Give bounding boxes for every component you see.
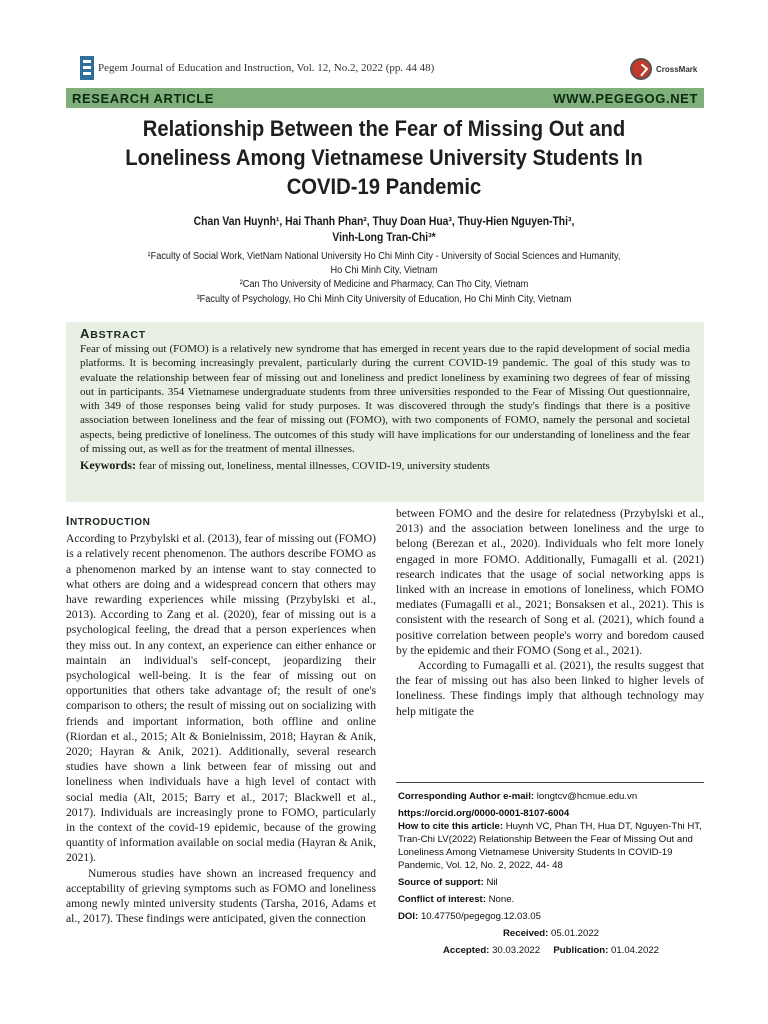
abstract-heading: ABSTRACT (80, 326, 146, 341)
intro-paragraph-2: Numerous studies have shown an increased frequency and acceptability of grieving symptoms such as FOMO and loneliness among newly minted university students (Tarsha, 2016, Adams et al., 2017). These findings were anticipated, given the connection (66, 866, 376, 926)
affiliation-2: ²Can Tho University of Medicine and Pharmacy, Can Tho City, Vietnam (239, 279, 529, 291)
doi-value[interactable]: 10.47750/pegegog.12.03.05 (420, 911, 541, 922)
column-right (396, 506, 704, 719)
website-link[interactable]: WWW.PEGEGOG.NET (553, 90, 698, 106)
accepted-value: 30.03.2022 (492, 945, 541, 956)
received-date (398, 927, 704, 940)
doi (398, 910, 704, 923)
conflict-of-interest (398, 893, 704, 906)
corresponding-email[interactable]: longtcv@hcmue.edu.vn (536, 791, 638, 802)
support-label: Source of support: (398, 877, 484, 888)
abstract-box (66, 322, 704, 502)
crossmark-label: CrossMark (656, 64, 698, 74)
intro-paragraph-3: between FOMO and the desire for relatedness (Przybylski et al., 2013) and the association between loneliness and the urge to belong (Berezan et al., 2020). Individuals who felt more lonely engaged in more FOMO. Additionally, Fumagalli et al. (2021) research indicates that the usage of social networking apps is linked with an increase in emotions of loneliness, which FOMO mediates (Fumagalli et al., 2021; Bonsaksen et al., 2021). This is consistent with the research of Song et al. (2021), which found a positive correlation between people's worry and boredom caused by the epidemic and their FOMO (Song et al., 2021). (396, 507, 704, 657)
column-left (66, 514, 376, 926)
citation-text: Huynh VC, Phan TH, Hua DT, Nguyen-Thi HT, Tran-Chi LV(2022) Relationship Between the Fear of Missing Out and Loneliness Among Vietnamese University Students In COVID-19 Pandemic, Vol. 12, No. 2, 2022, 44- 48 (398, 821, 702, 871)
affiliation-3: ³Faculty of Psychology, Ho Chi Minh City University of Education, Ho Chi Minh City, Vietnam (196, 293, 572, 305)
citation-label: How to cite this article: (398, 821, 504, 832)
article-banner (66, 88, 704, 108)
journal-logo-icon (80, 56, 94, 80)
received-label: Received: (502, 928, 549, 939)
section-label: RESEARCH ARTICLE (72, 90, 215, 106)
introduction-heading: INTRODUCTION (66, 514, 151, 528)
authors-line-1: Chan Van Huynh¹, Hai Thanh Phan², Thuy Doan Hua³, Thuy-Hien Nguyen-Thi³, (193, 216, 575, 228)
accepted-label: Accepted: (443, 945, 490, 956)
keywords (80, 458, 690, 473)
orcid-link[interactable]: https://orcid.org/0000-0001-8107-6004 (398, 808, 570, 819)
received-value: 05.01.2022 (550, 928, 599, 939)
source-of-support (398, 876, 704, 889)
publication-label: Publication: (553, 945, 609, 956)
conflict-label: Conflict of interest: (398, 894, 486, 905)
affiliations (141, 250, 627, 307)
crossmark-badge[interactable] (630, 58, 697, 80)
keywords-list: fear of missing out, loneliness, mental illnesses, COVID-19, university students (138, 460, 490, 473)
corresponding-label: Corresponding Author e-mail: (398, 791, 535, 802)
intro-paragraph-1: According to Przybylski et al. (2013), fear of missing out (FOMO) is a relatively recent phenomenon. The authors describe FOMO as a phenomenon marked by an intense want to stay connected to what others are doing and a widespread concern that others may have rewarding experiences while missing (Przybylski et al., 2013). According to Zang et al. (2020), fear of missing out is a psychological feeling, the dread that a person experiences when they miss out. In any context, an experience can either enhance or maintain an individual's self-concept, jeopardizing their psychological well-being. It is the fear of missing out on opportunities that others take advantage of; the result of one's comparison to others; the result of missing out on socializing with friends and important information, both offline and online (Riordan et al., 2015; Alt & Bonielnissim, 2018; Hayran & Anik, 2020; Hayran & Anik, 2021). Additionally, several research studies have shown a link between fear of missing out and loneliness when individuals have a high level of contact with social media (Alt, 2015; Barry et al., 2017; Blackwell et al., 2017). Individuals are increasingly prone to FOMO, particularly in the context of the covid-19 epidemic, because of the growing quantity of information available on social media (Hayran & Anik, 2021). (66, 532, 376, 865)
support-value: Nil (486, 877, 498, 888)
article-footnote (398, 790, 704, 957)
crossmark-icon (630, 58, 652, 80)
doi-label: DOI: (398, 911, 419, 922)
citation (398, 820, 704, 872)
conflict-value: None. (488, 894, 515, 905)
affiliation-1: ¹Faculty of Social Work, VietNam National University Ho Chi Minh City - University of Social Sciences and Humanity, Ho Chi Minh City, Vietnam (147, 251, 621, 277)
authors-line-2: Vinh-Long Tran-Chi³* (332, 232, 436, 244)
abstract-text: Fear of missing out (FOMO) is a relatively new syndrome that has emerged in recent years due to the rapid development of social media platforms. It is becoming increasingly prevalent, particularly during the current COVID-19 pandemic. The goal of this study was to evaluate the relationship between fear of missing out and loneliness and predict loneliness by examining two degrees of fear of missing out in participants. 354 Vietnamese undergraduate students from three universities responded to the Fear of Missing Out questionnaire, with 349 of those responses being valid for study purposes. It was discovered through the study's findings that there is a positive association between loneliness and the fear of missing out (FOMO), with two components of FOMO, namely the personal and societal aspects, being predictive of loneliness. The outcomes of this study will have implications for our understanding of loneliness and the fear of missing out, as well as for the treatment of mental illnesses. (80, 343, 690, 456)
intro-paragraph-4: According to Fumagalli et al. (2021), the results suggest that the fear of missing out has also been linked to higher levels of loneliness. These findings imply that although technology may help mitigate the (396, 659, 704, 718)
footnote-divider (396, 782, 704, 783)
corresponding-author (398, 790, 704, 803)
keywords-label: Keywords: (80, 458, 136, 473)
accepted-publication-dates (398, 944, 704, 957)
article-title: Relationship Between the Fear of Missing Out and Loneliness Among Vietnamese University Students In COVID-19 Pandemic (125, 116, 643, 199)
publication-value: 01.04.2022 (610, 945, 659, 956)
journal-citation: Pegem Journal of Education and Instruction, Vol. 12, No.2, 2022 (pp. 44 48) (98, 62, 435, 74)
authors (119, 214, 648, 246)
